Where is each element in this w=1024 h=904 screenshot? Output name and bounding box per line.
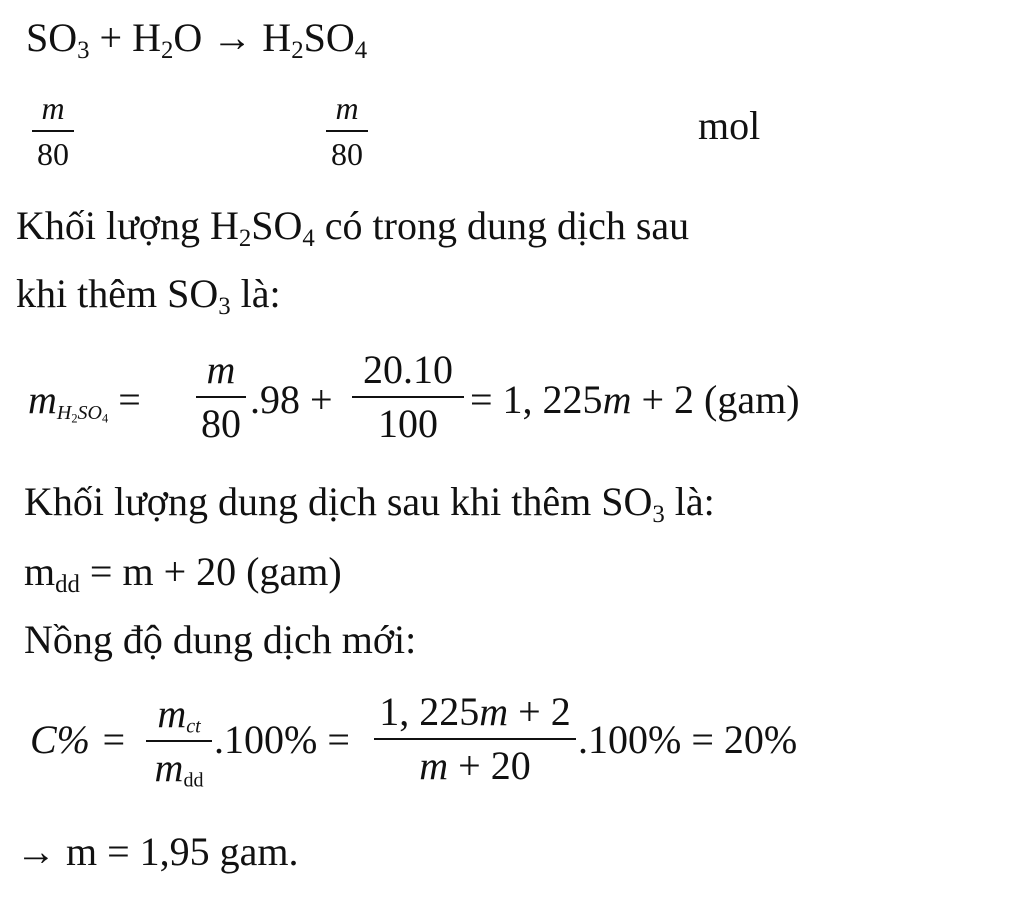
paragraph-new-concentration: Nồng độ dung dịch mới: — [24, 617, 417, 662]
fraction-m-over-80: m 80 — [196, 350, 246, 444]
h2o-h: H — [132, 15, 161, 60]
so3-text: SO — [26, 15, 78, 60]
multiply-100-percent: .100% = — [214, 717, 350, 762]
so3-subscript: 3 — [77, 36, 90, 64]
final-result: → m = 1,95 gam. — [16, 829, 299, 874]
plus-sign: + — [99, 15, 123, 60]
paragraph-h2so4-mass: Khối lượng $H_2SO_4$ có trong dung dịch sau — [16, 203, 690, 252]
mole-unit: mol — [698, 103, 761, 148]
fraction-concentration: 1, 225m + 2 m + 20 — [374, 692, 576, 786]
equation-solution-mass: $m_{dd} = m + 20$ (gam) — [24, 549, 342, 598]
h2so4-so: SO — [303, 15, 355, 60]
reaction-arrow: → — [212, 15, 253, 60]
h2so4-subscript-2: 2 — [291, 36, 304, 64]
h2o-subscript: 2 — [161, 36, 174, 64]
fraction-20-10-over-100: 20.10 100 — [352, 350, 464, 444]
mass-variable: m — [28, 377, 57, 422]
fraction-mct-over-mdd: $m_{ct}$ $m_{dd}$ — [146, 694, 212, 788]
paragraph-after-so3: khi thêm $SO_3$ là: — [16, 271, 281, 320]
c-percent-lhs: C% = — [30, 717, 127, 762]
equation-h2so4-rhs: = 1, 225m + 2 (gam) — [470, 377, 800, 422]
reaction-equation — [26, 15, 368, 64]
multiply-98: .98 + — [250, 377, 333, 422]
mole-fraction-so3: m 80 — [32, 92, 74, 170]
concentration-result: .100% = 20% — [578, 717, 798, 762]
h2so4-h: H — [262, 15, 292, 60]
h2o-o: O — [173, 15, 203, 60]
h2so4-subscript-4: 4 — [354, 36, 368, 64]
mole-fraction-h2so4: m 80 — [326, 92, 368, 170]
paragraph-solution-mass: Khối lượng dung dịch sau khi thêm $SO_3$ là: — [24, 479, 715, 528]
